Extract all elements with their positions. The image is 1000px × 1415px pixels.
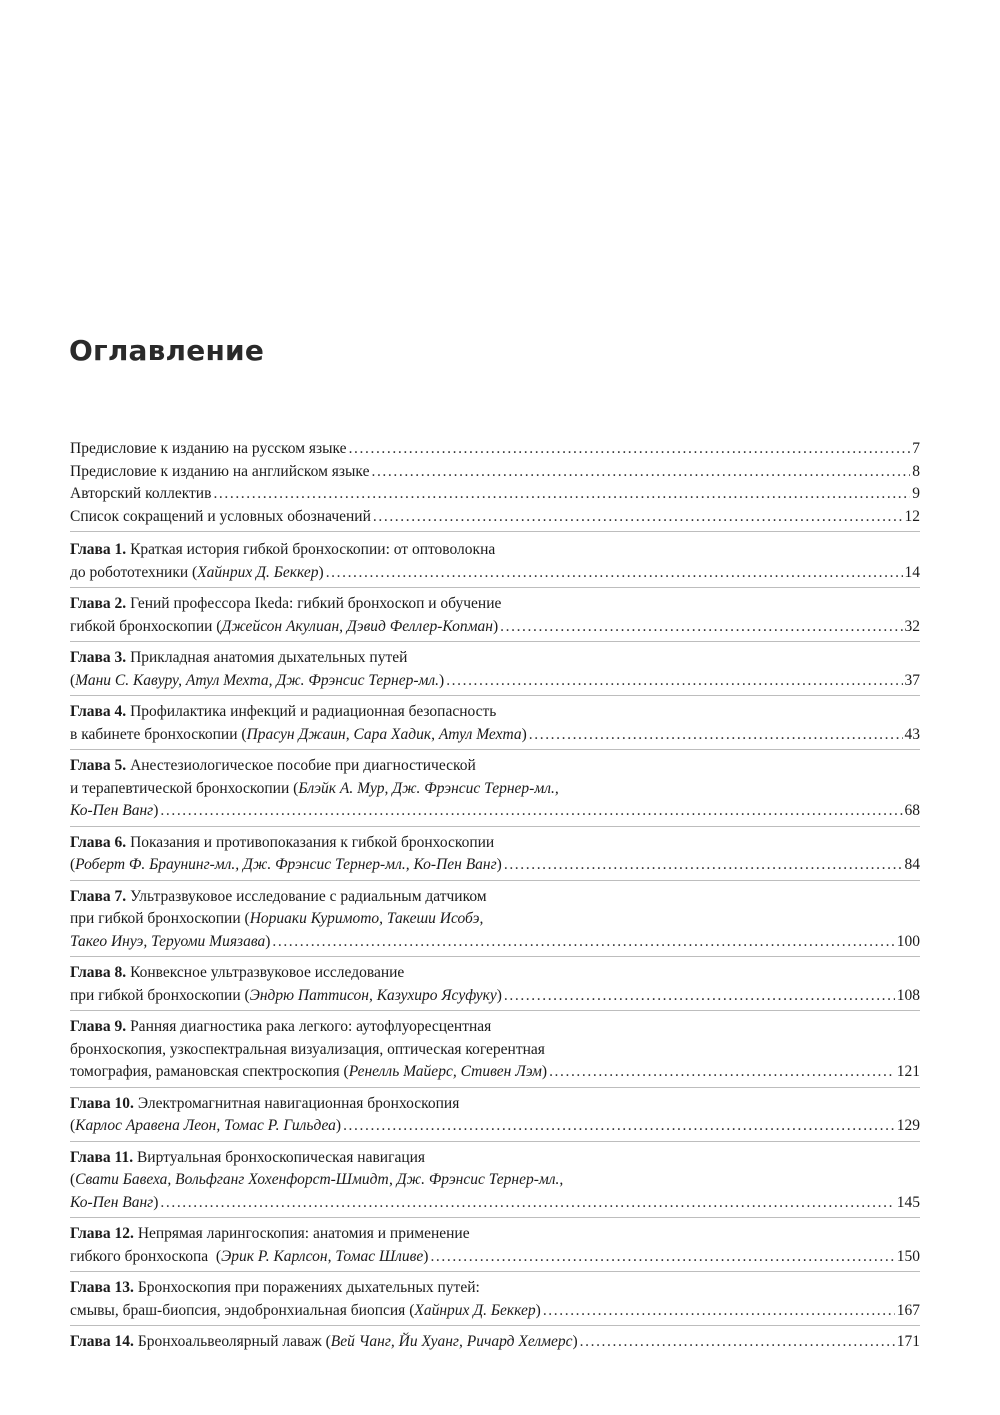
page-number: 32 <box>904 617 920 635</box>
chapter-title-cont: в кабинете бронхоскопии ( <box>70 725 247 743</box>
dot-leader <box>500 616 902 639</box>
chapter-authors-cont: Ко-Пен Ванг <box>70 1193 154 1211</box>
dot-leader <box>580 1331 895 1354</box>
chapter-label: Глава 6. <box>70 833 127 851</box>
toc-chapter-7[interactable] <box>70 886 920 958</box>
chapter-authors: Эрик Р. Карлсон, Томас Шливе <box>221 1247 424 1265</box>
paren-close: ) <box>496 856 502 873</box>
chapter-label: Глава 3. <box>70 649 127 666</box>
chapter-title: Прикладная анатомия дыхательных путей <box>130 649 408 666</box>
dot-leader <box>160 1192 894 1215</box>
chapter-title-cont: ( <box>70 1171 76 1188</box>
entry-title: Предисловие к изданию на русском языке <box>70 440 347 457</box>
chapter-label: Глава 13. <box>70 1279 134 1296</box>
chapter-authors: Эндрю Паттисон, Казухиро Ясуфуку <box>249 986 497 1004</box>
dot-leader <box>349 438 911 461</box>
entry-title: Авторский коллектив <box>70 485 212 502</box>
paren-close: ) <box>335 1117 342 1134</box>
chapter-title: Профилактика инфекций и радиационная безопасность <box>130 703 497 720</box>
page-number: 145 <box>896 1193 920 1211</box>
chapter-authors: Свати Бавеха, Вольфганг Хохенфорст-Шмидт, Дж. Фрэнсис Тернер-мл., <box>75 1171 564 1188</box>
chapter-title: Гений профессора Ikeda: гибкий бронхоскоп и обучение <box>130 595 502 612</box>
chapter-label: Глава 1. <box>70 541 127 558</box>
chapter-title-cont: ( <box>70 1117 76 1134</box>
paren-close: ) <box>535 1301 541 1319</box>
paren-close: ) <box>496 986 502 1004</box>
entry-title: Предисловие к изданию на английском языке <box>70 462 370 480</box>
chapter-authors: Хайнрих Д. Беккер <box>197 563 319 581</box>
chapter-authors: Карлос Аравена Леон, Томас Р. Гильдеа <box>75 1117 336 1134</box>
chapter-label: Глава 8. <box>70 964 127 981</box>
toc-chapter-5[interactable] <box>70 755 920 827</box>
toc-entry[interactable] <box>70 483 920 506</box>
dot-leader <box>343 1115 895 1138</box>
page-number: 84 <box>904 856 920 873</box>
toc-chapter-12[interactable] <box>70 1223 920 1272</box>
chapter-authors: Нориаки Куримото, Такеши Исобэ, <box>249 910 484 927</box>
dot-leader <box>504 985 895 1008</box>
chapter-title-cont: бронхоскопия, узкоспектральная визуализация, оптическая когерентная <box>70 1040 545 1058</box>
paren-close: ) <box>153 1193 159 1211</box>
chapter-label: Глава 10. <box>70 1094 134 1112</box>
toc-chapter-9[interactable] <box>70 1016 920 1088</box>
dot-leader <box>326 562 903 585</box>
paren-close: ) <box>572 1333 578 1350</box>
chapter-label: Глава 9. <box>70 1018 127 1035</box>
toc-chapter-2[interactable] <box>70 593 920 642</box>
chapter-title-cont: смывы, браш-биопсия, эндобронхиальная биопсия ( <box>70 1301 415 1319</box>
page-number: 14 <box>904 563 920 581</box>
chapter-authors-cont: Ко-Пен Ванг <box>70 802 154 819</box>
dot-leader <box>549 1061 895 1084</box>
chapter-authors: Хайнрих Д. Беккер <box>414 1301 536 1319</box>
chapter-authors: Ренелль Майерс, Стивен Лэм <box>348 1063 542 1080</box>
toc-chapter-14[interactable] <box>70 1331 920 1357</box>
dot-leader <box>213 483 910 506</box>
paren-close: ) <box>153 802 159 819</box>
toc-entry[interactable] <box>70 461 920 484</box>
page-number: 12 <box>904 507 920 525</box>
chapter-label: Глава 14. <box>70 1333 134 1350</box>
dot-leader <box>160 800 902 823</box>
paren-close: ) <box>521 725 527 743</box>
chapter-title: Краткая история гибкой бронхоскопии: от оптоволокна <box>130 541 496 558</box>
toc-chapter-13[interactable] <box>70 1277 920 1326</box>
chapter-title: Ультразвуковое исследование с радиальным датчиком <box>130 887 487 905</box>
dot-leader <box>529 724 903 747</box>
dot-leader <box>543 1300 895 1323</box>
chapter-title: Электромагнитная навигационная бронхоскопия <box>137 1094 460 1112</box>
chapter-authors: Блэйк А. Мур, Дж. Фрэнсис Тернер-мл., <box>298 779 559 797</box>
paren-close: ) <box>439 671 445 689</box>
toc-chapter-3[interactable] <box>70 647 920 696</box>
page-number: 8 <box>912 462 920 480</box>
toc-chapter-11[interactable] <box>70 1147 920 1219</box>
page-number: 171 <box>896 1333 920 1350</box>
chapter-authors: Прасун Джаин, Сара Хадик, Атул Мехта <box>246 725 522 743</box>
page-number: 9 <box>912 485 920 502</box>
chapter-label: Глава 7. <box>70 887 127 905</box>
page-number: 167 <box>896 1301 920 1319</box>
toc-chapter-4[interactable] <box>70 701 920 750</box>
chapter-authors-cont: Такео Инуэ, Теруоми Миязава <box>70 932 266 950</box>
table-of-contents <box>70 438 920 1362</box>
page-number: 100 <box>896 932 920 950</box>
toc-entry[interactable] <box>70 438 920 461</box>
entry-title: Список сокращений и условных обозначений <box>70 507 371 525</box>
page-number: 43 <box>904 725 920 743</box>
dot-leader <box>504 854 903 877</box>
chapter-label: Глава 4. <box>70 703 127 720</box>
chapter-title: Бронхоальвеолярный лаваж ( <box>137 1333 331 1350</box>
paren-close: ) <box>318 563 324 581</box>
toc-chapter-1[interactable] <box>70 539 920 588</box>
chapter-title-cont: гибкого бронхоскопа ( <box>70 1247 222 1265</box>
chapter-title: Бронхоскопия при поражениях дыхательных путей: <box>137 1279 480 1296</box>
chapter-title-cont: ( <box>70 856 76 873</box>
page-number: 68 <box>904 802 920 819</box>
page-number: 121 <box>896 1063 920 1080</box>
toc-heading: Оглавление <box>69 334 265 367</box>
chapter-label: Глава 11. <box>70 1148 134 1166</box>
page-number: 129 <box>896 1117 920 1134</box>
page-number: 37 <box>904 671 920 689</box>
toc-entry[interactable] <box>70 506 920 529</box>
chapter-title-cont: при гибкой бронхоскопии ( <box>70 986 250 1004</box>
page-number: 150 <box>896 1247 920 1265</box>
page-number: 7 <box>912 440 920 457</box>
chapter-title: Показания и противопоказания к гибкой бронхоскопии <box>130 833 495 851</box>
chapter-title: Ранняя диагностика рака легкого: аутофлуоресцентная <box>130 1018 492 1035</box>
chapter-label: Глава 12. <box>70 1225 134 1242</box>
chapter-label: Глава 2. <box>70 595 127 612</box>
dot-leader <box>446 670 902 693</box>
chapter-title: Анестезиологическое пособие при диагностической <box>130 757 476 774</box>
chapter-title-cont: ( <box>70 671 76 689</box>
chapter-authors: Мани С. Кавуру, Атул Мехта, Дж. Фрэнсис Тернер-мл. <box>75 671 440 689</box>
chapter-title: Непрямая ларингоскопия: анатомия и применение <box>137 1225 470 1242</box>
chapter-title: Конвексное ультразвуковое исследование <box>130 964 405 981</box>
chapter-authors: Джейсон Акулиан, Дэвид Феллер-Копман <box>221 617 493 635</box>
page-number: 108 <box>896 986 920 1004</box>
chapter-title: Виртуальная бронхоскопическая навигация <box>136 1148 426 1166</box>
chapter-label: Глава 5. <box>70 757 127 774</box>
chapter-title-cont: при гибкой бронхоскопии ( <box>70 910 250 927</box>
toc-chapter-10[interactable] <box>70 1093 920 1142</box>
chapter-authors: Вей Чанг, Йи Хуанг, Ричард Хелмерс <box>330 1333 573 1350</box>
paren-close: ) <box>265 932 271 950</box>
front-matter <box>70 438 920 532</box>
paren-close: ) <box>423 1247 429 1265</box>
dot-leader <box>371 461 910 484</box>
dot-leader <box>373 506 903 529</box>
chapter-title-cont: томография, рамановская спектроскопия ( <box>70 1063 349 1080</box>
chapter-title-cont: и терапевтической бронхоскопии ( <box>70 779 299 797</box>
paren-close: ) <box>541 1063 548 1080</box>
chapter-title-cont: до робототехники ( <box>70 563 198 581</box>
toc-chapter-6[interactable] <box>70 832 920 881</box>
chapter-title-cont: гибкой бронхоскопии ( <box>70 617 222 635</box>
dot-leader <box>272 931 894 954</box>
paren-close: ) <box>492 617 499 635</box>
dot-leader <box>430 1246 894 1269</box>
toc-chapter-8[interactable] <box>70 962 920 1011</box>
chapter-authors: Роберт Ф. Браунинг-мл., Дж. Фрэнсис Тернер-мл., Ко-Пен Ванг <box>75 856 497 873</box>
